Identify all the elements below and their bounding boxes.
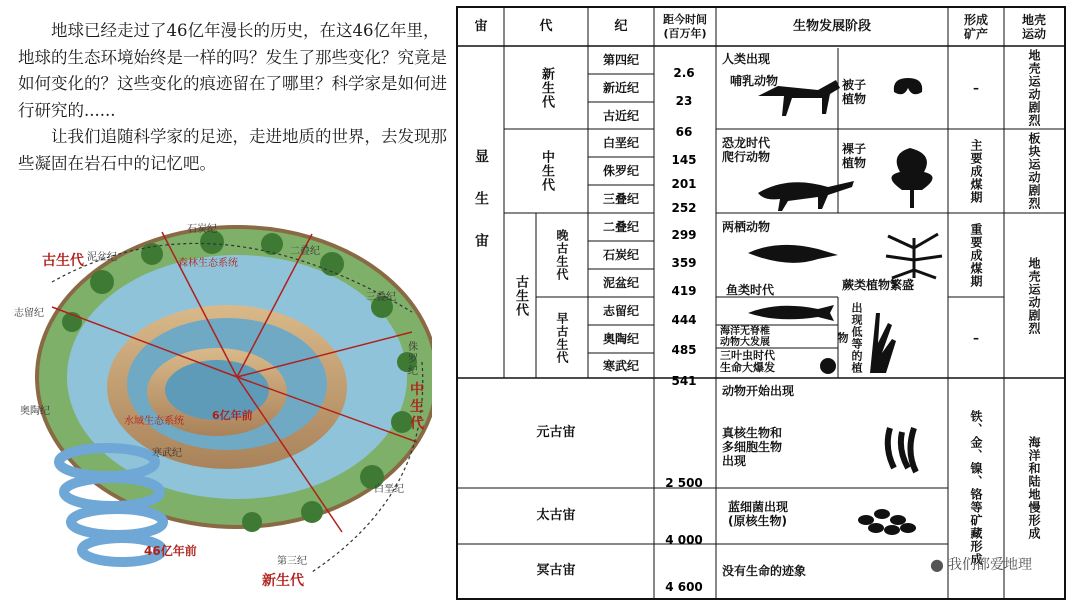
life-mammal: 哺乳动物	[730, 74, 779, 88]
fern-silhouette	[886, 234, 942, 278]
period-carboniferous: 石炭纪	[602, 248, 639, 262]
life-amphibian: 两栖动物	[722, 220, 771, 234]
time-359: 359	[671, 256, 697, 270]
period-jurassic: 侏罗纪	[602, 164, 639, 178]
life-low-plants: 出现低等的植物	[836, 302, 863, 374]
label-cenozoic: 新生代	[262, 573, 304, 589]
time-2-6: 2.6	[673, 66, 695, 80]
header-crust: 地壳 运动	[1021, 13, 1046, 41]
early-plant-silhouette	[870, 313, 896, 373]
time-145: 145	[671, 153, 697, 167]
sub-era-early-paleozoic: 早古生代	[555, 311, 569, 364]
label-jurassic: 侏罗纪	[408, 342, 418, 377]
label-triassic: 三叠纪	[366, 292, 396, 303]
life-dinosaur: 恐龙时代 爬行动物	[722, 136, 771, 164]
crust-1: 地壳运动剧烈	[1027, 48, 1041, 127]
header-minerals: 形成 矿产	[963, 13, 988, 41]
period-devonian: 泥盆纪	[602, 276, 639, 290]
flower-silhouette	[894, 78, 922, 126]
time-4600: 4 600	[665, 580, 703, 594]
watermark	[930, 554, 1032, 574]
header-eon: 宙	[474, 19, 488, 34]
time-201: 201	[671, 177, 697, 191]
life-angiosperm: 被子 植物	[842, 78, 867, 106]
time-252: 252	[671, 201, 697, 215]
era-paleozoic: 古生代	[513, 274, 528, 317]
period-neogene: 新近纪	[602, 81, 639, 95]
header-period: 纪	[614, 19, 628, 34]
era-cenozoic: 新生代	[539, 66, 554, 109]
fish-silhouette	[748, 305, 834, 321]
crust-2: 板块运动剧烈	[1027, 132, 1041, 210]
time-541: 541	[671, 374, 697, 388]
life-no-life: 没有生命的迹象	[722, 564, 807, 578]
header-era: 代	[539, 19, 553, 34]
label-devonian: 泥盆纪	[87, 252, 117, 263]
cyanobacteria-silhouette	[858, 509, 916, 535]
time-66: 66	[675, 125, 693, 139]
eon-phanerozoic: 显生宙	[473, 149, 489, 275]
label-cretaceous: 白垩纪	[374, 484, 404, 495]
label-forest-ecosystem: 森林生态系统	[178, 258, 238, 269]
algae-silhouette	[888, 428, 916, 472]
time-485: 485	[671, 343, 697, 357]
eon-proterozoic: 元古宙	[536, 425, 576, 440]
label-permian: 二叠纪	[290, 246, 320, 257]
life-gymnosperm: 裸子 植物	[842, 142, 867, 170]
period-quaternary: 第四纪	[602, 53, 639, 67]
period-cambrian: 寒武纪	[602, 358, 639, 373]
amphibian-silhouette	[748, 245, 838, 263]
life-cyanobacteria: 蓝细菌出现 (原核生物)	[728, 500, 789, 528]
sub-era-late-paleozoic: 晚古生代	[555, 229, 569, 281]
label-ordovician: 奥陶纪	[20, 406, 50, 417]
intro-text	[18, 18, 448, 177]
life-eukaryote: 真核生物和 多细胞生物 出现	[722, 426, 783, 468]
minerals-dash-1: –	[973, 80, 979, 95]
period-paleogene: 古近纪	[602, 108, 639, 123]
period-triassic: 三叠纪	[602, 192, 639, 206]
minerals-dash-2: –	[973, 330, 979, 345]
label-600-million: 6亿年前	[212, 409, 253, 422]
time-299: 299	[671, 228, 697, 242]
watermark-text: 我们都爱地理	[947, 557, 1032, 573]
time-2500: 2 500	[665, 476, 703, 490]
eon-hadean: 冥古宙	[536, 563, 576, 578]
eon-archean: 太古宙	[536, 508, 576, 523]
label-cambrian: 寒武纪	[152, 448, 182, 459]
label-4-6-billion: 46亿年前	[144, 544, 197, 558]
time-23: 23	[675, 94, 693, 108]
life-fish: 鱼类时代	[726, 283, 775, 297]
trilobite-silhouette	[820, 358, 836, 374]
header-life: 生物发展阶段	[792, 19, 871, 34]
life-trilobite: 三叶虫时代 生命大爆发	[720, 349, 775, 374]
period-permian: 二叠纪	[602, 220, 639, 234]
wechat-icon: ●	[930, 554, 944, 574]
life-fern: 蕨类植物繁盛	[842, 278, 915, 292]
period-cretaceous: 白垩纪	[602, 136, 639, 150]
intro-paragraph-1: 地球已经走过了46亿年漫长的历史，在这46亿年里，地球的生态环境始终是一样的吗？发生了那些变化？究竟是如何变化的？这些变化的痕迹留在了哪里？科学家是如何进行研究的......	[18, 21, 447, 120]
label-silurian: 志留纪	[14, 308, 44, 319]
dinosaur-silhouette	[758, 181, 854, 211]
geologic-spiral-illustration	[12, 212, 432, 604]
time-419: 419	[671, 284, 697, 298]
life-human: 人类出现	[722, 52, 771, 66]
era-mesozoic: 中生代	[539, 150, 554, 192]
minerals-coal-2: 重要成煤期	[969, 222, 983, 288]
minerals-coal-1: 主要成煤期	[969, 138, 983, 204]
period-silurian: 志留纪	[602, 304, 639, 318]
header-time: 距今时间 (百万年)	[663, 13, 707, 40]
label-tertiary: 第三纪	[277, 556, 307, 567]
label-water-ecosystem: 水域生态系统	[124, 416, 184, 427]
crust-3: 地壳运动剧烈	[1027, 256, 1041, 335]
label-mesozoic: 中生代	[410, 382, 424, 432]
label-paleozoic: 古生代	[42, 253, 84, 269]
time-4000: 4 000	[665, 533, 703, 547]
life-animals-begin: 动物开始出现	[722, 384, 795, 398]
label-carboniferous: 石炭纪	[187, 224, 217, 235]
minerals-iron: 铁、金、镍、铬等矿藏形成	[969, 410, 983, 566]
geologic-time-table	[456, 6, 1066, 600]
cycad-silhouette	[891, 148, 932, 208]
period-ordovician: 奥陶纪	[602, 332, 639, 346]
time-444: 444	[671, 313, 697, 327]
crust-4: 海洋和陆地慢形成	[1027, 436, 1041, 540]
intro-paragraph-2: 让我们追随科学家的足迹，走进地质的世界，去发现那些凝固在岩石中的记忆吧。	[18, 127, 447, 173]
life-marine-invertebrates: 海洋无脊椎 动物大发展	[720, 326, 770, 348]
